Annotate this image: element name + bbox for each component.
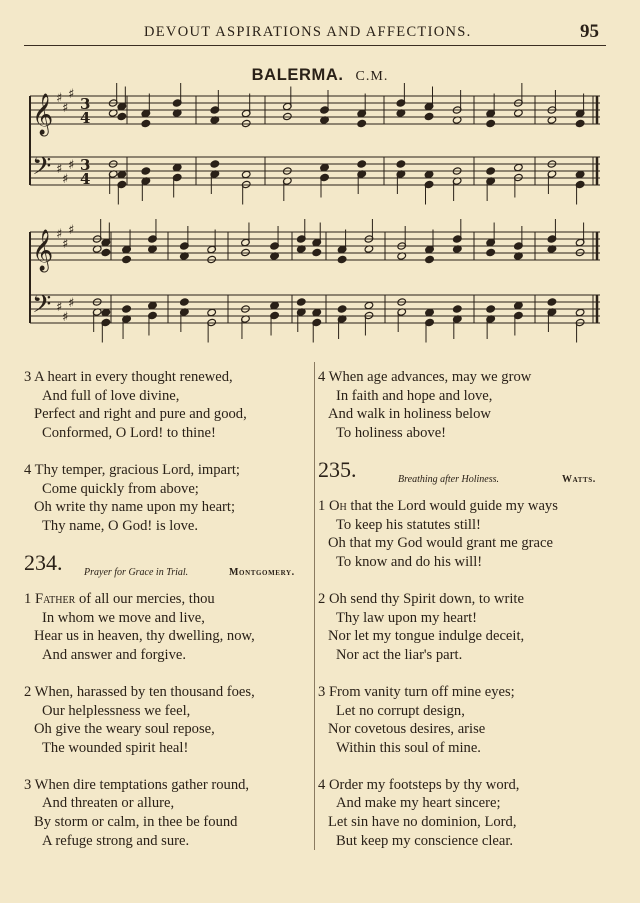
stanza-line: Let no corrupt design, bbox=[336, 702, 465, 719]
hymn-234-stanza-2 bbox=[24, 683, 314, 757]
stanza-line: And threaten or allure, bbox=[42, 795, 175, 812]
note-head bbox=[312, 248, 322, 256]
note-head bbox=[396, 160, 406, 168]
stanza-line: Thy law upon my heart! bbox=[336, 609, 478, 626]
stanza-line: In faith and hope and love, bbox=[336, 387, 493, 404]
note-head bbox=[514, 163, 524, 171]
stanza-line: Oh write thy name upon my heart; bbox=[34, 499, 236, 516]
note-head bbox=[122, 255, 132, 263]
sharp-sign: ♯ bbox=[56, 91, 63, 106]
tune-meter: C.M. bbox=[355, 69, 389, 84]
treble-clef: 𝄞 bbox=[32, 94, 54, 135]
stanza-4-prev-right bbox=[318, 368, 618, 442]
stanza-line: Oh that my God would grant me grace bbox=[328, 535, 553, 552]
stanza-line: And make my heart sincere; bbox=[336, 795, 501, 812]
stanza-line: To know and do his will! bbox=[336, 553, 483, 570]
sharp-sign: ♯ bbox=[56, 162, 63, 177]
stanza-line: And answer and forgive. bbox=[42, 646, 187, 663]
note-head bbox=[425, 308, 435, 316]
note-head bbox=[207, 308, 217, 316]
sharp-sign: ♯ bbox=[62, 310, 69, 325]
time-signature-top: 3 bbox=[80, 156, 91, 174]
sharp-sign: ♯ bbox=[62, 237, 69, 252]
treble-clef: 𝄞 bbox=[32, 230, 54, 271]
note-head bbox=[424, 112, 434, 120]
stanza-line: Nor let my tongue indulge deceit, bbox=[328, 628, 525, 645]
note-head bbox=[575, 308, 585, 316]
page-number: 95 bbox=[580, 21, 599, 42]
stanza-4-prev bbox=[24, 461, 314, 535]
note-head bbox=[486, 248, 496, 256]
stanza-line: 3 From vanity turn off mine eyes; bbox=[318, 683, 515, 700]
hymn-234-heading bbox=[24, 549, 314, 584]
sharp-sign: ♯ bbox=[68, 296, 75, 311]
tune-name: BALERMA. bbox=[251, 66, 344, 84]
note-head bbox=[357, 160, 367, 168]
stanza-line: 4 Thy temper, gracious Lord, impart; bbox=[24, 461, 240, 478]
time-signature-bottom: 4 bbox=[80, 109, 91, 127]
time-signature-top: 3 bbox=[80, 95, 91, 113]
stanza-line: 4 Order my footsteps by thy word, bbox=[318, 776, 520, 793]
note-head bbox=[141, 119, 151, 127]
stanza-line: To keep his statutes still! bbox=[336, 516, 481, 533]
stanza-line: And walk in holiness below bbox=[328, 406, 491, 423]
stanza-line: And full of love divine, bbox=[42, 387, 180, 404]
note-head bbox=[486, 119, 496, 127]
note-head bbox=[312, 308, 322, 316]
bass-clef: 𝄢 bbox=[32, 152, 52, 187]
note-head bbox=[575, 170, 585, 178]
stanza-line: By storm or calm, in thee be found bbox=[34, 814, 238, 831]
note-head bbox=[547, 298, 557, 306]
note-head bbox=[337, 305, 347, 313]
stanza-line: 1 Oh that the Lord would guide my ways bbox=[318, 497, 558, 514]
stanza-line: Nor act the liar's part. bbox=[336, 646, 463, 663]
stanza-line: The wounded spirit heal! bbox=[42, 739, 189, 756]
note-head bbox=[424, 170, 434, 178]
stanza-line: Perfect and right and pure and good, bbox=[34, 406, 247, 423]
sharp-sign: ♯ bbox=[68, 223, 75, 238]
note-head bbox=[270, 301, 280, 309]
hymn-235-heading bbox=[318, 456, 618, 491]
note-head bbox=[210, 160, 220, 168]
note-head bbox=[337, 255, 347, 263]
note-head bbox=[296, 298, 306, 306]
stanza-line: Hear us in heaven, thy dwelling, now, bbox=[34, 628, 255, 645]
note-head bbox=[364, 301, 374, 309]
hymn-235-stanza-4 bbox=[318, 776, 618, 850]
hymn-234-stanza-1 bbox=[24, 590, 314, 664]
note-head bbox=[357, 119, 367, 127]
note-head bbox=[148, 301, 158, 309]
note-head bbox=[172, 163, 182, 171]
stanza-line: 4 When age advances, may we grow bbox=[318, 369, 532, 385]
stanza-line: Within this soul of mine. bbox=[336, 739, 481, 756]
note-head bbox=[320, 163, 330, 171]
note-head bbox=[241, 170, 251, 178]
line-rest: that the Lord would guide my ways bbox=[350, 497, 558, 514]
hymn-author: Montgomery. bbox=[229, 566, 295, 578]
stanza-line: 3 A heart in every thought renewed, bbox=[24, 369, 233, 385]
hymn-subject: Prayer for Grace in Trial. bbox=[84, 566, 189, 578]
sharp-sign: ♯ bbox=[56, 227, 63, 242]
sharp-sign: ♯ bbox=[62, 101, 69, 116]
hymn-235-stanza-2 bbox=[318, 590, 618, 664]
stanza-line: Our helplessness we feel, bbox=[42, 702, 191, 719]
stanza-line: Thy name, O God! is love. bbox=[42, 517, 199, 534]
first-word: Oh bbox=[328, 497, 347, 514]
sharp-sign: ♯ bbox=[56, 300, 63, 315]
stanza-line: Conformed, O Lord! to thine! bbox=[42, 424, 216, 441]
stanza-line: A refuge strong and sure. bbox=[42, 832, 190, 849]
stanza-line: To holiness above! bbox=[336, 424, 447, 441]
stanza-line: Nor covetous desires, arise bbox=[328, 721, 486, 738]
note-head bbox=[486, 305, 496, 313]
note-head bbox=[486, 167, 496, 175]
running-title: DEVOUT ASPIRATIONS AND AFFECTIONS. bbox=[144, 24, 472, 40]
note-head bbox=[575, 119, 585, 127]
note-head bbox=[425, 255, 435, 263]
note-head bbox=[117, 170, 127, 178]
first-word: Father bbox=[34, 590, 76, 607]
hymn-number: 235. bbox=[318, 456, 357, 482]
note-head bbox=[180, 298, 190, 306]
left-column bbox=[24, 368, 314, 869]
hymn-235-stanza-3 bbox=[318, 683, 618, 757]
sharp-sign: ♯ bbox=[62, 172, 69, 187]
stanza-line: 3 When dire temptations gather round, bbox=[24, 776, 250, 793]
hymn-234-stanza-3 bbox=[24, 776, 314, 850]
note-head bbox=[453, 305, 463, 313]
note-head bbox=[101, 248, 111, 256]
note-head bbox=[141, 167, 151, 175]
note-head bbox=[122, 305, 132, 313]
sharp-sign: ♯ bbox=[68, 87, 75, 102]
stanza-line: But keep my conscience clear. bbox=[336, 832, 514, 849]
hymn-235-stanza-1 bbox=[318, 497, 618, 571]
time-signature-bottom: 4 bbox=[80, 170, 91, 188]
stanza-line: In whom we move and live, bbox=[42, 609, 205, 626]
column-divider bbox=[314, 362, 315, 850]
stanza-line: Let sin have no dominion, Lord, bbox=[328, 814, 517, 831]
note-head bbox=[101, 308, 111, 316]
right-column bbox=[318, 368, 618, 869]
hymn-number: 234. bbox=[24, 549, 63, 575]
stanza-line: 2 When, harassed by ten thousand foes, bbox=[24, 683, 255, 700]
bass-clef: 𝄢 bbox=[32, 290, 52, 325]
stanza-line: Come quickly from above; bbox=[42, 480, 199, 497]
stanza-3-prev bbox=[24, 368, 314, 442]
stanza-line: 2 Oh send thy Spirit down, to write bbox=[318, 590, 524, 607]
sharp-sign: ♯ bbox=[68, 158, 75, 173]
stanza-line: Oh give the weary soul repose, bbox=[34, 721, 215, 738]
note-head bbox=[117, 112, 127, 120]
hymn-subject: Breathing after Holiness. bbox=[398, 473, 500, 485]
hymn-author: Watts. bbox=[562, 473, 596, 485]
line-rest: of all our mercies, thou bbox=[78, 590, 215, 607]
note-head bbox=[514, 301, 524, 309]
stanza-line: 1 Father of all our mercies, thou bbox=[24, 590, 215, 607]
